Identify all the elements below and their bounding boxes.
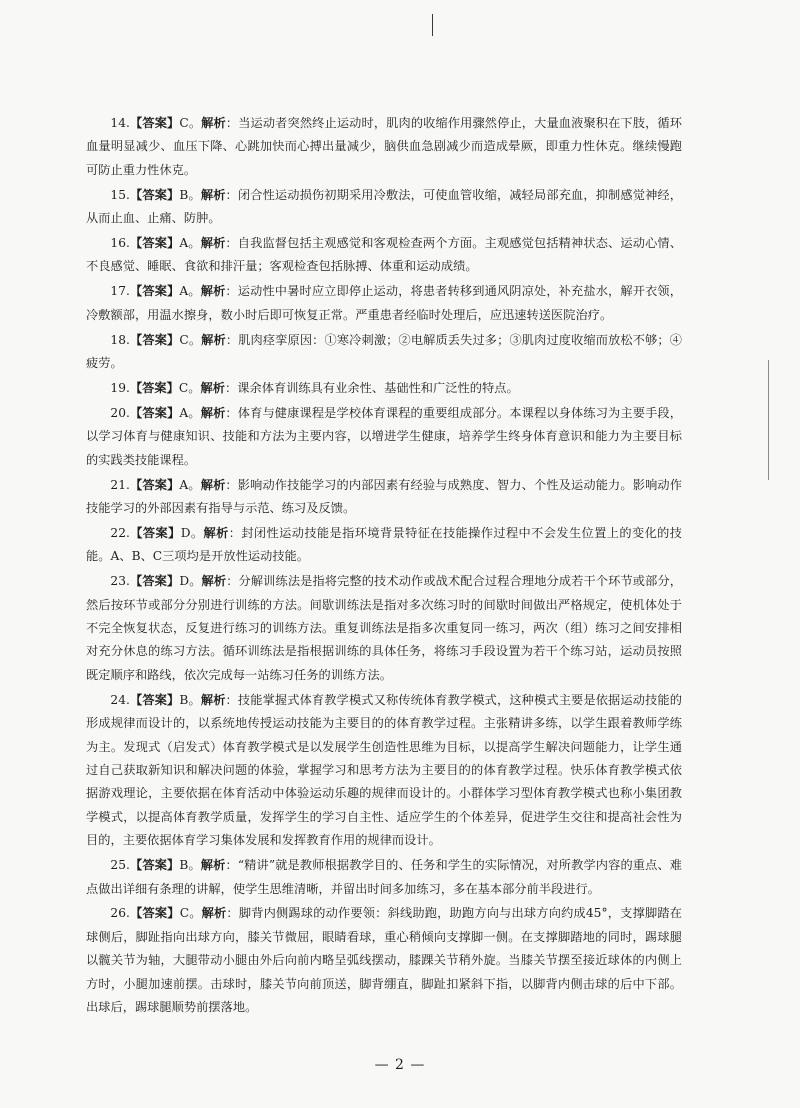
answer-item-20: 20.【答案】A。解析：体育与健康课程是学校体育课程的重要组成部分。本课程以身体练习为主要手段，以学习体育与健康知识、技能和方法为主要内容，以增进学生健康，培养学生终身体育意识和能力为主要目标的实践类技能课程。 xyxy=(86,405,682,467)
answer-item-22: 22.【答案】D。解析：封闭性运动技能是指环境背景特征在技能操作过程中不会发生位置上的变化的技能。A、B、C三项均是开放性运动技能。 xyxy=(86,525,683,564)
answer-item-18: 18.【答案】C。解析：肌肉痉挛原因：①寒冷刺激；②电解质丢失过多；③肌肉过度收缩而放松不够；④疲劳。 xyxy=(86,332,682,371)
answer-item-23: 23.【答案】D。解析：分解训练法是指将完整的技术动作或战术配合过程合理地分成若干个环节或部分，然后按环节或部分分别进行训练的方法。间歇训练法是指对多次练习时的间歇时间做出严格规定，使机体处于不完全恢复状态，反复进行练习的训练方法。重复训练法是指多次重复同一练习，两次（组）练习之间安排相对充分休息的练习方法。循环训练法是指根据训练的具体任务，将练习手段设置为若干个练习站，运动员按照既定顺序和路线，依次完成每一站练习任务的训练方法。 xyxy=(86,574,682,682)
answer-item-21: 21.【答案】A。解析：影响动作技能学习的内部因素有经验与成熟度、智力、个性及运动能力。影响动作技能学习的外部因素有指导与示范、练习及反馈。 xyxy=(86,477,682,515)
answer-item-25: 25.【答案】B。解析：“精讲”就是教师根据教学目的、任务和学生的实际情况，对所教学内容的重点、难点做出详细有条理的讲解，使学生思维清晰，并留出时间多加练习，多在基本部分前半段进行。 xyxy=(86,858,683,896)
scan-mark-right xyxy=(768,360,769,480)
answer-item-24: 24.【答案】B。解析：技能掌握式体育教学模式又称传统体育教学模式，这种模式主要是依据运动技能的形成规律而设计的，以系统地传授运动技能为主要目的的体育教学过程。主张精讲多练，以学生跟着教师学练为主。发现式（启发式）体育教学模式是以发展学生创造性思维为目标，以提高学生解决问题能力，让学生通过自己获取新知识和解决问题的体验，掌握学习和思考方法为主要目的的体育教学过程。快乐体育教学模式依据游戏理论，主要依据在体育活动中体验运动乐趣的规律而设计的。小群体学习型体育教学模式也称小集团教学模式，以提高体育教学质量，发挥学生的学习自主性、适应学生的个体差异，促进学生交往和提高社会性为目的，主要依据体育学习集体发展和发挥教育作用的规律而设计。 xyxy=(86,692,682,848)
answer-item-15: 15.【答案】B。解析：闭合性运动损伤初期采用冷敷法，可使血管收缩，减轻局部充血，抑制感觉神经，从而止血、止痛、防肿。 xyxy=(86,187,682,226)
answer-item-16: 16.【答案】A。解析：自我监督包括主观感觉和客观检查两个方面。主观感觉包括精神状态、运动心情、不良感觉、睡眠、食欲和排汗量；客观检查包括脉搏、体重和运动成绩。 xyxy=(86,236,682,274)
answer-list xyxy=(86,112,682,1021)
scan-mark-top xyxy=(432,14,433,36)
answer-item-26: 26.【答案】C。解析：脚背内侧踢球的动作要领：斜线助跑，助跑方向与出球方向约成45°，支撑脚踏在球侧后，脚趾指向出球方向，膝关节微屈，眼睛看球，重心稍倾向支撑脚一侧。在支撑脚踏地的同时，踢球腿以髋关节为轴，大腿带动小腿由外后向前内略呈弧线摆动，膝踝关节稍外旋。当膝关节摆至接近球体的内侧上方时，小腿加速前摆。击球时，膝关节向前顶送，脚背绷直，脚趾扣紧斜下指，以脚背内侧击球的后中下部。出球后，踢球腿顺势前摆落地。 xyxy=(86,906,683,1015)
answer-item-17: 17.【答案】A。解析：运动性中暑时应立即停止运动，将患者转移到通风阴凉处，补充盐水，解开衣领，冷敷额部，用温水擦身，数小时后即可恢复正常。严重患者经临时处理后，应迅速转送医院治疗。 xyxy=(86,284,682,322)
answer-item-19: 19.【答案】C。解析：课余体育训练具有业余性、基础性和广泛性的特点。 xyxy=(110,380,519,395)
answer-item-14: 14.【答案】C。解析：当运动者突然终止运动时，肌肉的收缩作用骤然停止，大量血液聚积在下肢，循环血量明显减少、血压下降、心跳加快而心搏出量减少，脑供血急剧减少而造成晕厥，即重力性休克。继续慢跑可防止重力性休克。 xyxy=(86,116,682,177)
page-number: — 2 — xyxy=(374,1057,426,1073)
